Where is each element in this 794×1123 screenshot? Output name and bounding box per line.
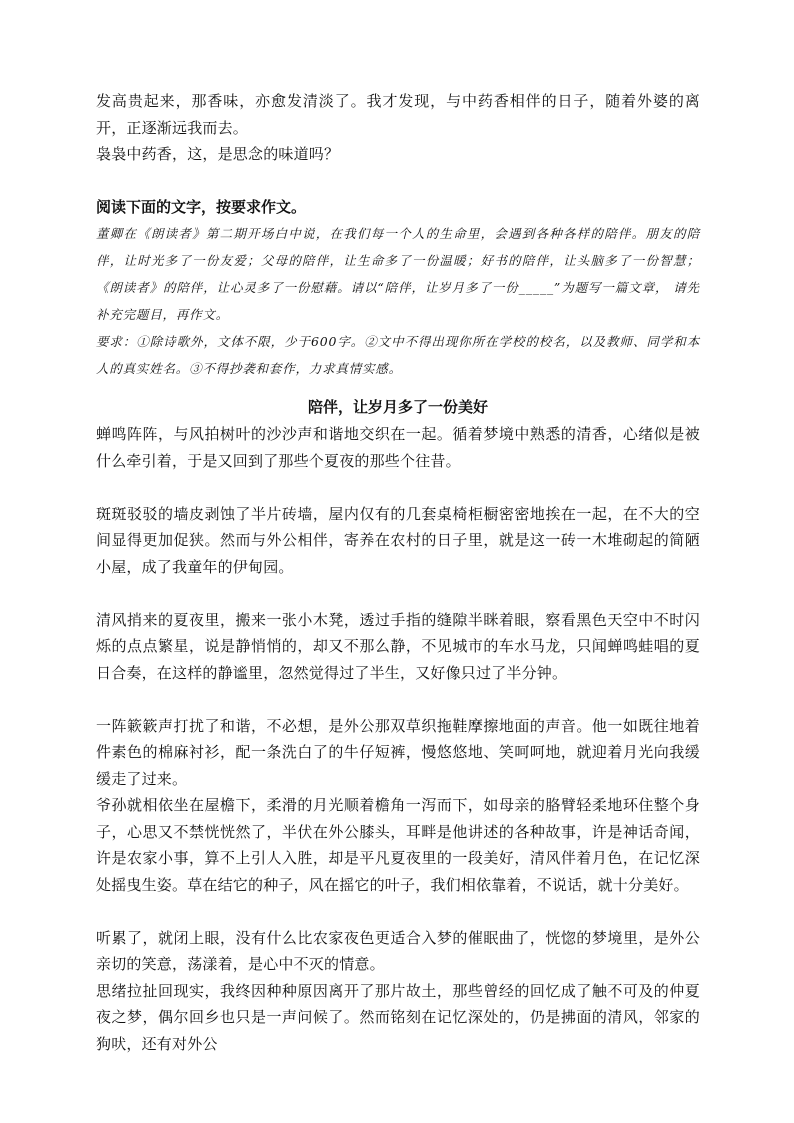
spacer [96, 898, 700, 925]
spacer [96, 168, 700, 195]
essay-paragraph: 蝉鸣阵阵，与风拍树叶的沙沙声和谐地交织在一起。循着梦境中熟悉的清香，心绪似是被什么牵引着，于是又回到了那些个夏夜的那些个往昔。 [96, 425, 700, 470]
spacer [96, 580, 700, 607]
essay-paragraph: 一阵簌簌声打扰了和谐，不必想，是外公那双草织拖鞋摩擦地面的声音。他一如既往地着件素色的棉麻衬衫，配一条洗白了的牛仔短裤，慢悠悠地、笑呵呵地，就迎着月光向我缓缓走了过来。 [96, 716, 700, 788]
essay-paragraph: 爷孙就相依坐在屋檐下，柔滑的月光顺着檐角一泻而下，如母亲的胳臂轻柔地环住整个身子，心思又不禁恍恍然了，半伏在外公膝头，耳畔是他讲述的各种故事，许是神话奇闻，许是农家小事，算不上引人入胜，却是平凡夏夜里的一段美好，清风伴着月色，在记忆深处摇曳生姿。草在结它的种子，风在摇它的叶子，我们相依靠着，不说话，就十分美好。 [96, 796, 700, 894]
intro-question: 袅袅中药香，这，是思念的味道吗？ [96, 145, 340, 163]
document-page [96, 88, 700, 1057]
essay-title: 陪伴，让岁月多了一份美好 [307, 398, 488, 416]
task-heading: 阅读下面的文字，按要求作文。 [96, 198, 307, 216]
essay-paragraph: 斑斑驳驳的墙皮剥蚀了半片砖墙，屋内仅有的几套桌椅柜橱密密地挨在一起，在不大的空间显得更加促狭。然而与外公相伴，寄养在农村的日子里，就是这一砖一木堆砌起的简陋小屋，成了我童年的伊甸园。 [96, 504, 700, 576]
spacer [96, 474, 700, 501]
essay-paragraph: 思绪拉扯回现实，我终因种种原因离开了那片故土，那些曾经的回忆成了触不可及的仲夏夜之梦，偶尔回乡也只是一声问候了。然而铭刻在记忆深处的，仍是拂面的清风，邻家的狗吠，还有对外公 [96, 981, 700, 1053]
spacer [96, 686, 700, 713]
intro-paragraph: 发高贵起来，那香味，亦愈发清淡了。我才发现，与中药香相伴的日子，随着外婆的离开，正逐渐远我而去。 [96, 92, 700, 137]
spacer [96, 382, 700, 394]
essay-paragraph: 清风捎来的夏夜里，搬来一张小木凳，透过手指的缝隙半眯着眼，察看黑色天空中不时闪烁的点点繁星，说是静悄悄的，却又不那么静，不见城市的车水马龙，只闻蝉鸣蛙唱的夏日合奏，在这样的静谧里，忽然觉得过了半生，又好像只过了半分钟。 [96, 610, 700, 682]
task-requirements: 要求：①除诗歌外，文体不限，少于600字。②文中不得出现你所在学校的校名，以及教师、同学和本人的真实姓名。③不得抄袭和套作，力求真情实感。 [96, 334, 700, 376]
essay-paragraph: 听累了，就闭上眼，没有什么比农家夜色更适合入梦的催眠曲了，恍惚的梦境里，是外公亲切的笑意，荡漾着，是心中不灭的情意。 [96, 928, 700, 973]
task-prompt: 董卿在《朗读者》第二期开场白中说，在我们每一个人的生命里，会遇到各种各样的陪伴。朋友的陪伴，让时光多了一份友爱；父母的陪伴，让生命多了一份温暖；好书的陪伴，让头脑多了一份智慧；《朗读者》的陪伴，让心灵多了一份慰藉。请以“陪伴，让岁月多了一份_____”为题写一篇文章， 请先补充完题目，再作文。 [96, 226, 700, 322]
